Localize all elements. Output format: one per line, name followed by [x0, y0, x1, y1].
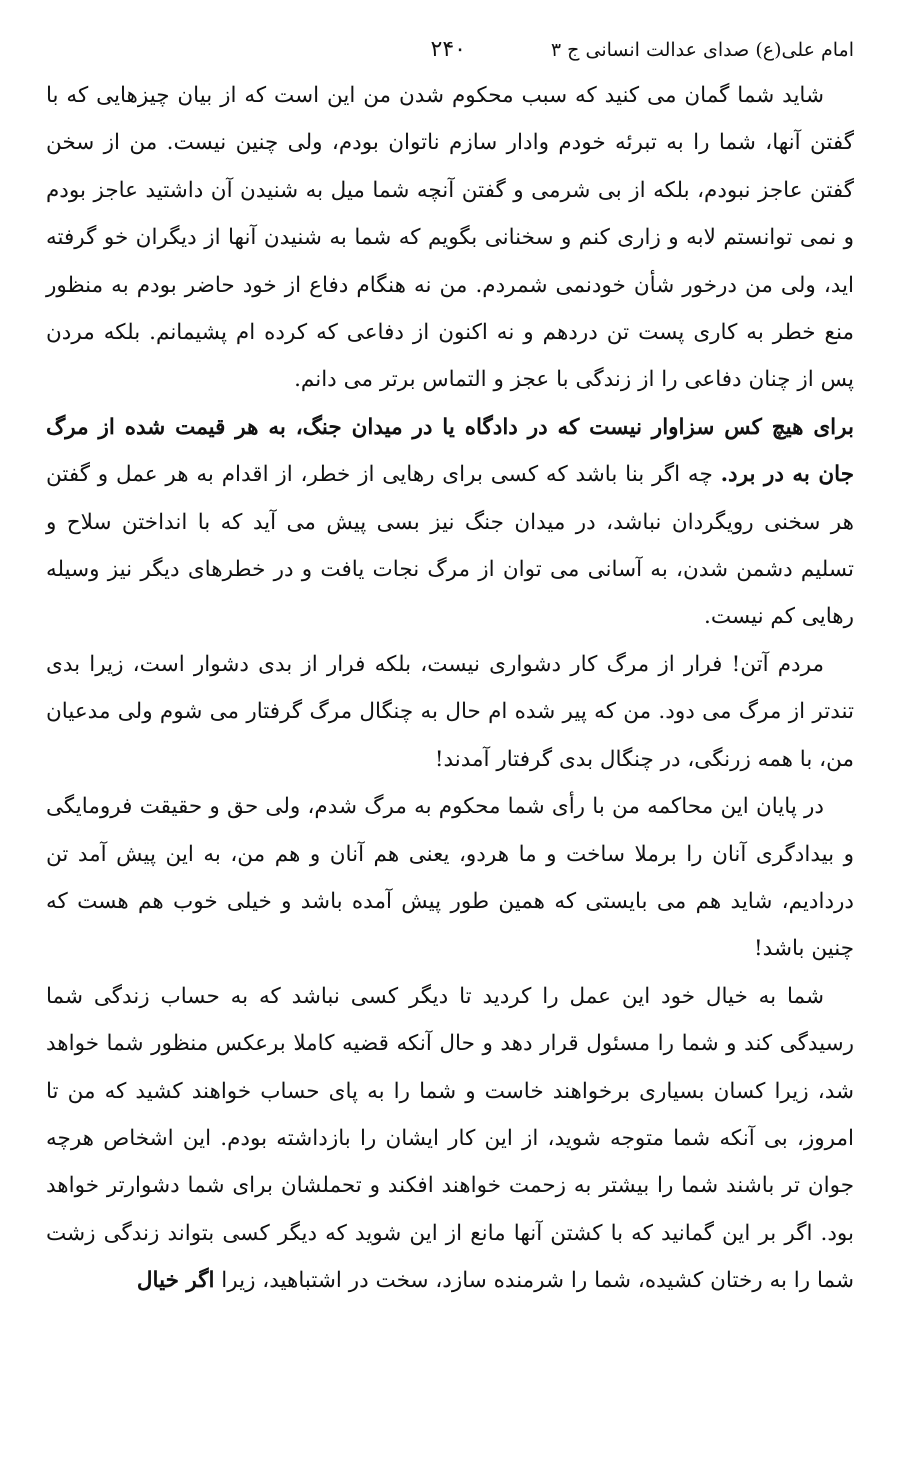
paragraph	[46, 641, 854, 783]
paragraph-text: چه اگر بنا باشد که کسی برای رهایی از خطر، از اقدام به هر عمل و گفتن هر سخنی رویگردان نباشد، در میدان جنگ نیز بسی پیش می آید که با انداختن سلاح و تسلیم دشمن شدن، به آسانی می توان از مرگ نجات یافت و در خطرهای دیگر نیز وسیله رهایی کم نیست.	[46, 462, 854, 630]
page-number: ۲۴۰	[430, 37, 466, 62]
paragraph-text: مردم آتن! فرار از مرگ کار دشواری نیست، بلکه فرار از بدی دشوار است، زیرا بدی تندتر از مرگ می دود. من که پیر شده ام حال به چنگال مرگ گرفتار می شوم ولی مدعیان من، با همه زرنگی، در چنگال بدی گرفتار آمدند!	[46, 651, 854, 772]
paragraph-text: شاید شما گمان می کنید که سبب محکوم شدن من این است که از بیان چیزهایی که با گفتن آنها، شما را به تبرئه خودم وادار سازم ناتوان بودم، ولی چنین نیست. من از سخن گفتن عاجز نبودم، بلکه از بی شرمی و گفتن آنچه شما میل به شنیدن آن داشتید عاجز بودم و نمی توانستم لابه و زاری کنم و سخنانی بگویم که شما به شنیدن آنها از دیگران خو گرفته اید، ولی من درخور شأن خودنمی شمردم. من نه هنگام دفاع از خود حاضر بودم به منظور منع خطر به کاری پست تن دردهم و نه اکنون از دفاعی که کرده ام پشیمانم. بلکه مردن پس از چنان دفاعی را از زندگی با عجز و التماس برتر می دانم.	[46, 83, 854, 393]
paragraph	[46, 72, 854, 404]
bold-phrase: اگر خیال	[136, 1268, 215, 1294]
running-head	[46, 28, 854, 72]
paragraph	[46, 973, 854, 1305]
paragraph-text: در پایان این محاکمه من با رأی شما محکوم به مرگ شدم، ولی حق و حقیقت فرومایگی و بیدادگری آنان را برملا ساخت و ما هردو، یعنی هم آنان و هم من، به این پیش آمد تن دردادیم، شاید هم می بایستی که همین طور پیش آمده باشد و خیلی خوب هم هست که چنین باشد!	[46, 794, 854, 962]
paragraph-text: شما به خیال خود این عمل را کردید تا دیگر کسی نباشد که به حساب زندگی شما رسیدگی کند و شما را مسئول قرار دهد و حال آنکه قضیه کاملا برعکس منظور شما خواهد شد، زیرا کسان بسیاری برخواهند خاست و شما را به پای حساب خواهند کشید که من تا امروز، بی آنکه شما متوجه شوید، از این کار ایشان را بازداشته بودم. این اشخاص هرچه جوان تر باشند شما را بیشتر به زحمت خواهند افکند و تحملشان برای شما دشوارتر خواهد بود. اگر بر این گمانید که با کشتن آنها مانع از این شوید که دیگر کسی بتواند زندگی زشت شما را به رختان کشیده، شما را شرمنده سازد، سخت در اشتباهید، زیرا	[46, 983, 854, 1294]
book-title: امام علی(ع) صدای عدالت انسانی ج ۳	[550, 39, 854, 61]
body-text	[46, 72, 854, 1305]
page	[46, 28, 854, 1305]
paragraph	[46, 783, 854, 973]
bold-phrase: برای هیچ کس سزاوار نیست که در دادگاه یا در میدان جنگ، به هر قیمت شده از مرگ جان به در برد.	[46, 414, 854, 488]
paragraph	[46, 404, 854, 641]
